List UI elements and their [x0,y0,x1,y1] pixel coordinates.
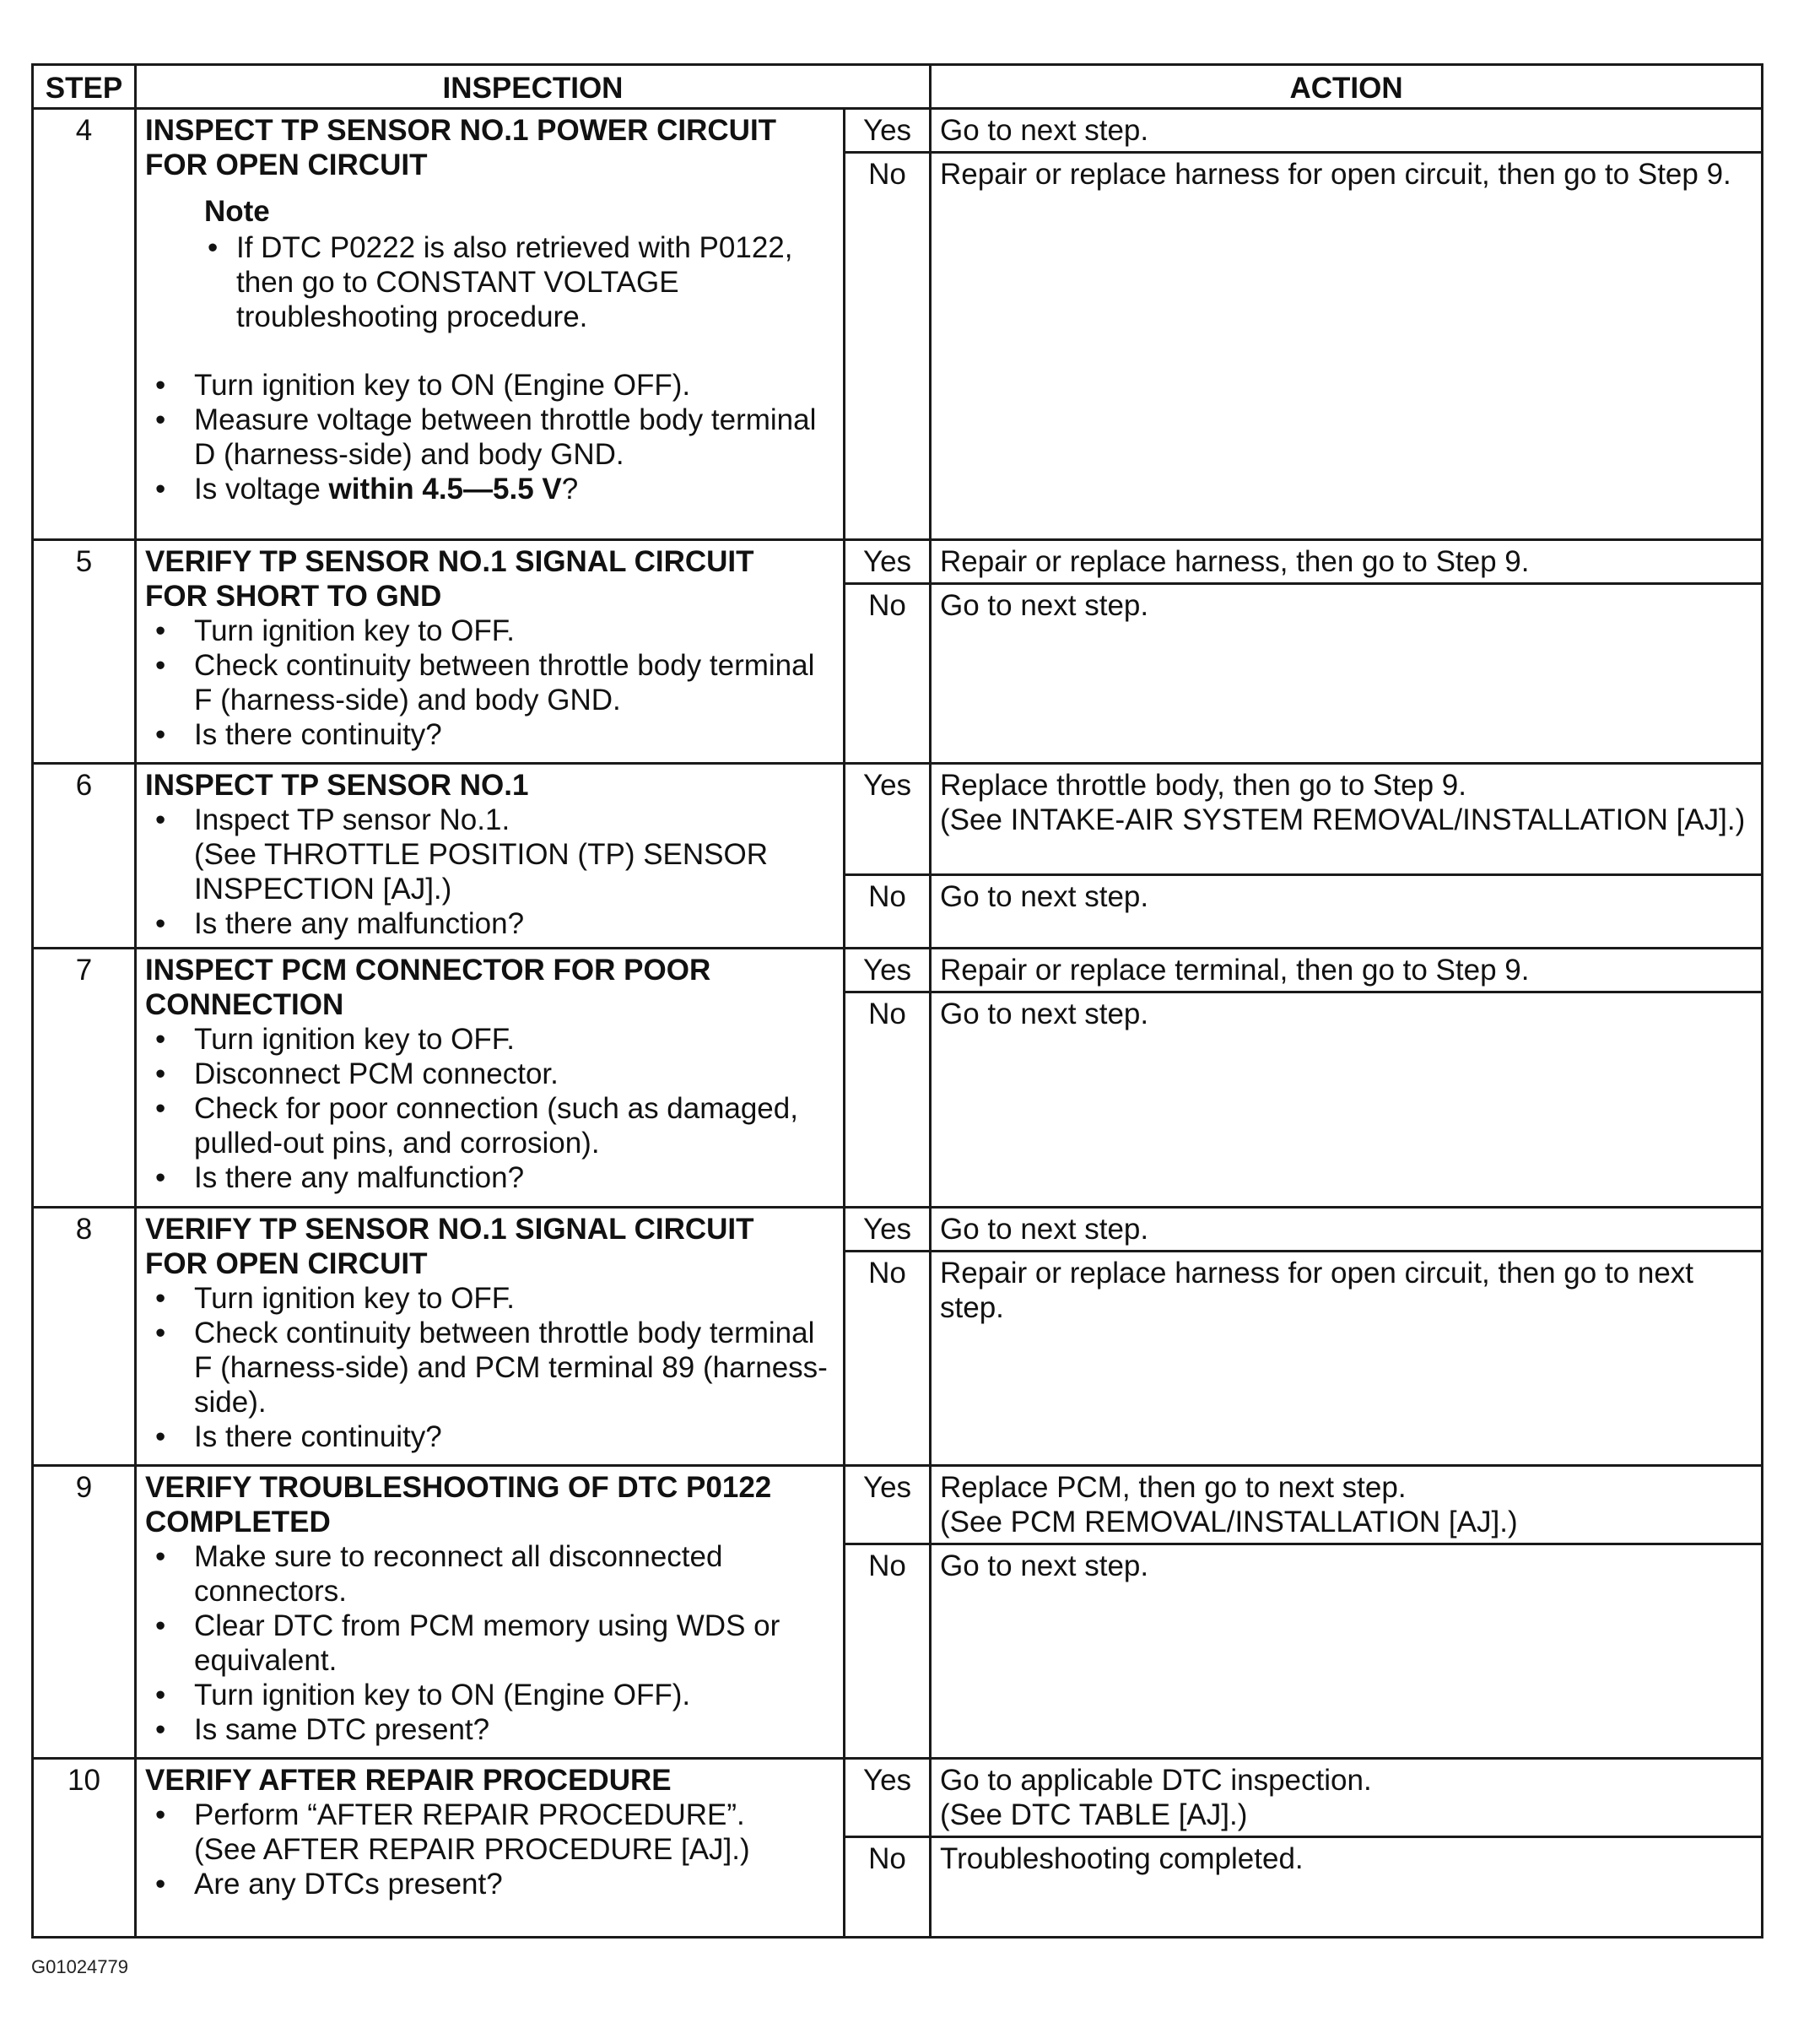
step-4-inspection [136,109,845,540]
step-4-yes-row [33,109,1763,153]
step-title: VERIFY AFTER REPAIR PROCEDURE [145,1764,672,1797]
no-label: No [845,992,931,1208]
step-title: VERIFY TP SENSOR NO.1 SIGNAL CIRCUIT [145,545,754,578]
header-row [33,65,1763,109]
step-title: FOR SHORT TO GND [145,580,442,613]
inspection-list [145,1798,834,1901]
inspection-list [145,368,834,506]
step-9-yes-row [33,1466,1763,1544]
step-9-inspection [136,1466,845,1759]
yes-action-text: Go to applicable DTC inspection. [940,1764,1372,1797]
inspection-list [145,1281,834,1454]
cross-reference-link[interactable]: (See PCM REMOVAL/INSTALLATION [AJ].) [940,1506,1518,1538]
yes-action [931,764,1763,875]
list-item: • Check continuity between throttle body terminal F (harness-side) and body GND. [194,648,834,717]
step-5-yes-row [33,540,1763,584]
voltage-range: within 4.5—5.5 V [328,473,562,506]
step-number: 6 [33,764,136,949]
step-title: INSPECT TP SENSOR NO.1 [145,769,529,802]
step-6-yes-row [33,764,1763,875]
step-title: FOR OPEN CIRCUIT [145,1247,428,1280]
no-label: No [845,1544,931,1759]
step-number: 10 [33,1759,136,1938]
step-title: FOR OPEN CIRCUIT [145,149,428,181]
list-item: • Is same DTC present? [194,1712,834,1747]
step-7-yes-row [33,949,1763,992]
troubleshooting-table [31,63,1763,1939]
no-label: No [845,1252,931,1466]
step-10-yes-row [33,1759,1763,1837]
yes-action [931,1466,1763,1544]
list-item-text: • Perform “AFTER REPAIR PROCEDURE”. [194,1798,745,1831]
cross-reference-link[interactable]: (See INTAKE-AIR SYSTEM REMOVAL/INSTALLATION [AJ].) [940,803,1746,836]
yes-action-text: Replace PCM, then go to next step. [940,1471,1407,1504]
no-label: No [845,153,931,540]
list-item: • Turn ignition key to ON (Engine OFF). [194,368,834,403]
step-7-inspection [136,949,845,1208]
list-item: • Check continuity between throttle body terminal F (harness-side) and PCM terminal 89 (harness-side). [194,1316,834,1419]
step-number: 8 [33,1208,136,1466]
yes-label: Yes [845,109,931,153]
step-number: 7 [33,949,136,1208]
step-number: 4 [33,109,136,540]
list-item: • Turn ignition key to ON (Engine OFF). [194,1678,834,1712]
header-action: ACTION [931,65,1763,109]
step-title: INSPECT TP SENSOR NO.1 POWER CIRCUIT [145,114,777,147]
step-8-yes-row [33,1208,1763,1252]
yes-label: Yes [845,1759,931,1837]
no-action: Troubleshooting completed. [931,1837,1763,1938]
cross-reference-link[interactable]: (See DTC TABLE [AJ].) [940,1798,1248,1831]
list-item: • Turn ignition key to OFF. [194,1022,834,1057]
step-10-inspection [136,1759,845,1938]
list-item: • Turn ignition key to OFF. [194,614,834,648]
list-item [194,472,834,506]
step-5-inspection [136,540,845,764]
no-label: No [845,875,931,949]
list-item: • Is there any malfunction? [194,906,834,941]
troubleshooting-page [31,63,1761,1939]
cross-reference-link[interactable]: (See THROTTLE POSITION (TP) SENSOR INSPECTION [AJ].) [194,838,769,906]
header-inspection: INSPECTION [136,65,931,109]
yes-label: Yes [845,764,931,875]
inspection-list [145,614,834,752]
note-title: Note [204,195,270,228]
note-item: • If DTC P0222 is also retrieved with P0122, then go to CONSTANT VOLTAGE troubleshooting procedure. [236,230,834,334]
list-item: • Is there continuity? [194,717,834,752]
cross-reference-link[interactable]: (See AFTER REPAIR PROCEDURE [AJ].) [194,1833,750,1866]
yes-action [931,1759,1763,1837]
step-title: COMPLETED [145,1506,331,1538]
yes-action: Repair or replace terminal, then go to Step 9. [931,949,1763,992]
yes-action: Repair or replace harness, then go to Step 9. [931,540,1763,584]
no-label: No [845,1837,931,1938]
inspection-list [145,803,834,941]
yes-label: Yes [845,540,931,584]
step-title: VERIFY TROUBLESHOOTING OF DTC P0122 [145,1471,772,1504]
step-6-inspection [136,764,845,949]
no-action: Go to next step. [931,875,1763,949]
list-item-text: • Inspect TP sensor No.1. [194,803,510,836]
no-label: No [845,584,931,764]
yes-label: Yes [845,1208,931,1252]
step-8-inspection [136,1208,845,1466]
list-item: • Check for poor connection (such as damaged, pulled-out pins, and corrosion). [194,1091,834,1160]
step-title: INSPECT PCM CONNECTOR FOR POOR [145,954,711,987]
voltage-question-suffix: ? [561,473,579,506]
no-action: Go to next step. [931,584,1763,764]
no-action: Go to next step. [931,992,1763,1208]
list-item: • Are any DTCs present? [194,1867,834,1901]
yes-label: Yes [845,1466,931,1544]
step-title: VERIFY TP SENSOR NO.1 SIGNAL CIRCUIT [145,1213,754,1246]
yes-action: Go to next step. [931,1208,1763,1252]
yes-action-text: Replace throttle body, then go to Step 9. [940,769,1466,802]
header-step: STEP [33,65,136,109]
yes-label: Yes [845,949,931,992]
inspection-list [145,1022,834,1195]
step-number: 9 [33,1466,136,1759]
figure-id: G01024779 [31,1956,128,1977]
no-action: Repair or replace harness for open circuit, then go to Step 9. [931,153,1763,540]
list-item [194,1798,834,1867]
voltage-question-prefix: Is voltage [194,473,329,506]
no-action: Go to next step. [931,1544,1763,1759]
list-item: • Make sure to reconnect all disconnected connectors. [194,1539,834,1609]
list-item: • Is there any malfunction? [194,1160,834,1195]
yes-action: Go to next step. [931,109,1763,153]
step-title: CONNECTION [145,988,344,1021]
list-item [194,803,834,906]
list-item: • Measure voltage between throttle body terminal D (harness-side) and body GND. [194,403,834,472]
list-item: • Is there continuity? [194,1419,834,1454]
list-item: • Clear DTC from PCM memory using WDS or equivalent. [194,1609,834,1678]
no-action: Repair or replace harness for open circuit, then go to next step. [931,1252,1763,1466]
note [145,194,834,334]
inspection-list [145,1539,834,1747]
list-item: • Disconnect PCM connector. [194,1057,834,1091]
list-item: • Turn ignition key to OFF. [194,1281,834,1316]
step-number: 5 [33,540,136,764]
